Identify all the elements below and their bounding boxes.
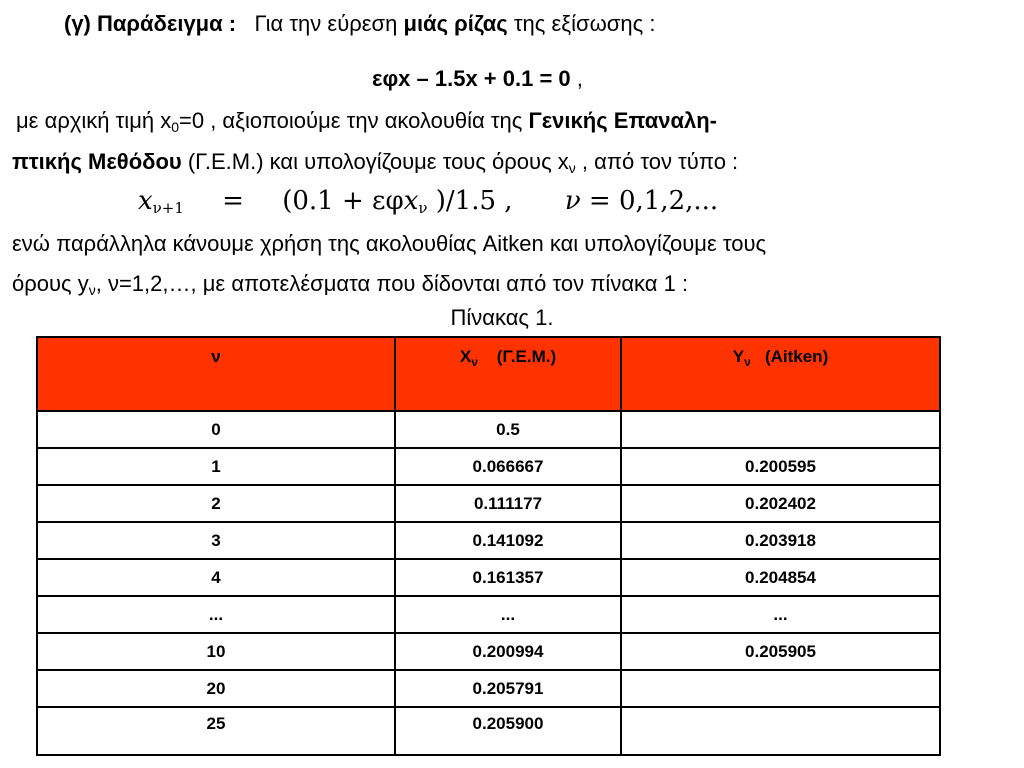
table-row bbox=[37, 596, 940, 633]
method-name-part2: πτικής Μεθόδου bbox=[12, 149, 182, 174]
header-y-sub: ν bbox=[744, 355, 751, 369]
header-y-label: (Aitken) bbox=[764, 347, 829, 366]
results-table bbox=[36, 336, 941, 756]
cell-y: ... bbox=[621, 596, 940, 633]
cell-y: 0.205905 bbox=[621, 633, 940, 670]
example-heading-line bbox=[64, 11, 655, 37]
table-row bbox=[37, 707, 940, 755]
initial-value-mid: =0 , αξιοποιούμε την ακολουθία της bbox=[179, 108, 523, 133]
cell-x: 0.205900 bbox=[395, 707, 621, 755]
header-x bbox=[395, 337, 621, 411]
heading-text-bold: μιάς ρίζας bbox=[403, 11, 508, 36]
cell-y bbox=[621, 411, 940, 448]
formula-x-sub: ν bbox=[418, 199, 428, 217]
method-mid: (Γ.Ε.Μ.) και υπολογίζουμε τους όρους x bbox=[187, 149, 569, 174]
cell-nu: ... bbox=[37, 596, 395, 633]
formula-lhs-sub: ν+1 bbox=[152, 199, 184, 217]
method-line bbox=[12, 149, 738, 175]
header-x-label: (Γ.Ε.Μ.) bbox=[496, 347, 557, 366]
header-x-symbol: X bbox=[459, 347, 472, 366]
cell-x: ... bbox=[395, 596, 621, 633]
cell-x: 0.205791 bbox=[395, 670, 621, 707]
table-row bbox=[37, 522, 940, 559]
formula-x: x bbox=[403, 186, 419, 216]
cell-nu: 20 bbox=[37, 670, 395, 707]
cell-nu: 25 bbox=[37, 707, 395, 755]
initial-value-sub: 0 bbox=[171, 119, 180, 135]
results-sub: ν bbox=[88, 282, 96, 298]
equation: εφx – 1.5x + 0.1 = 0 bbox=[372, 66, 571, 91]
heading-text-post: της εξίσωσης : bbox=[513, 11, 656, 36]
cell-x: 0.111177 bbox=[395, 485, 621, 522]
header-x-sub: ν bbox=[471, 355, 478, 369]
cell-y bbox=[621, 707, 940, 755]
cell-nu: 0 bbox=[37, 411, 395, 448]
table-row bbox=[37, 670, 940, 707]
cell-nu: 1 bbox=[37, 448, 395, 485]
formula-nu: ν bbox=[564, 186, 581, 216]
equation-line bbox=[372, 66, 583, 92]
initial-value-pre: με αρχική τιμή x bbox=[16, 108, 172, 133]
method-sub: ν bbox=[568, 160, 576, 176]
cell-y: 0.202402 bbox=[621, 485, 940, 522]
formula-sequence: = 0,1,2,... bbox=[588, 186, 719, 216]
formula-open: (0.1 + εφ bbox=[282, 186, 404, 216]
cell-y: 0.204854 bbox=[621, 559, 940, 596]
method-name-part1: Γενικής Επαναλη- bbox=[528, 108, 717, 133]
cell-x: 0.200994 bbox=[395, 633, 621, 670]
table-row bbox=[37, 559, 940, 596]
iteration-formula bbox=[138, 184, 718, 218]
table-row bbox=[37, 633, 940, 670]
cell-nu: 10 bbox=[37, 633, 395, 670]
aitken-line bbox=[12, 231, 766, 257]
heading-text-pre: Για την εύρεση bbox=[254, 11, 398, 36]
table-caption: Πίνακας 1. bbox=[450, 305, 554, 330]
formula-close: )/1.5 , bbox=[435, 186, 513, 216]
cell-y bbox=[621, 670, 940, 707]
table-row bbox=[37, 485, 940, 522]
cell-x: 0.5 bbox=[395, 411, 621, 448]
header-y-symbol: Y bbox=[732, 347, 745, 366]
results-pre: όρους y bbox=[12, 271, 89, 296]
example-label: (γ) Παράδειγμα : bbox=[64, 11, 237, 36]
cell-x: 0.161357 bbox=[395, 559, 621, 596]
equation-suffix: , bbox=[576, 66, 583, 91]
initial-value-line bbox=[16, 108, 717, 134]
table-row bbox=[37, 448, 940, 485]
cell-x: 0.066667 bbox=[395, 448, 621, 485]
table-row bbox=[37, 411, 940, 448]
cell-x: 0.141092 bbox=[395, 522, 621, 559]
cell-nu: 4 bbox=[37, 559, 395, 596]
cell-nu: 2 bbox=[37, 485, 395, 522]
cell-y: 0.203918 bbox=[621, 522, 940, 559]
results-line bbox=[12, 271, 688, 297]
method-post: , από τον τύπο : bbox=[575, 149, 739, 174]
results-post: , ν=1,2,…, με αποτελέσματα που δίδονται από τον πίνακα 1 : bbox=[95, 271, 689, 296]
header-y bbox=[621, 337, 940, 411]
header-nu-label: ν bbox=[211, 347, 221, 366]
cell-nu: 3 bbox=[37, 522, 395, 559]
formula-equals: = bbox=[222, 186, 244, 216]
table-header-row bbox=[37, 337, 940, 411]
cell-y: 0.200595 bbox=[621, 448, 940, 485]
formula-lhs: x bbox=[138, 186, 153, 216]
header-nu bbox=[37, 337, 395, 411]
aitken-text: ενώ παράλληλα κάνουμε χρήση της ακολουθίας Aitken και υπολογίζουμε τους bbox=[12, 231, 767, 256]
